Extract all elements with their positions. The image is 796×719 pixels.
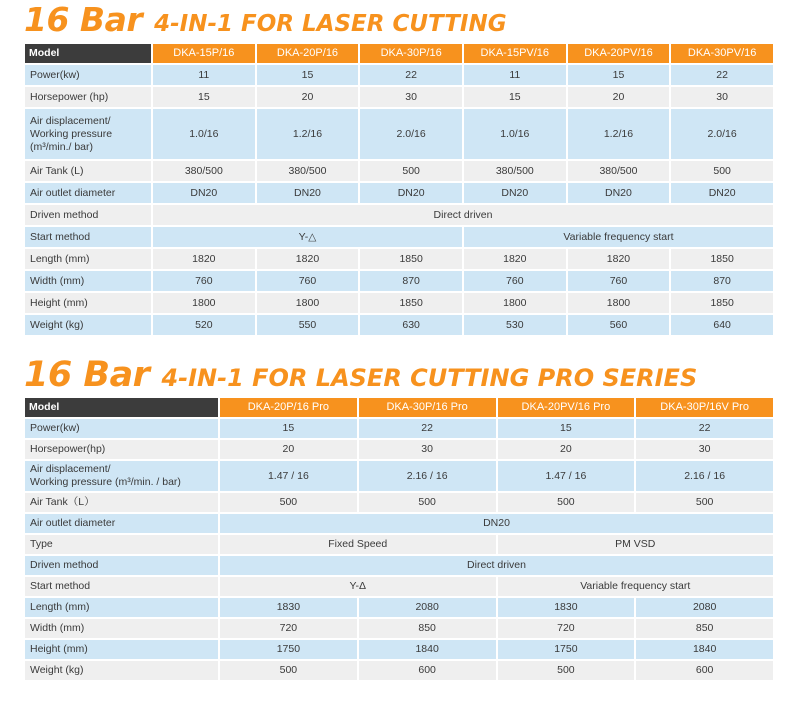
model-name-header: DKA-15P/16 bbox=[153, 44, 255, 63]
spec-value: 1.47 / 16 bbox=[220, 461, 357, 491]
spec-value: 500 bbox=[671, 161, 773, 181]
spec-row bbox=[25, 227, 773, 247]
spec-value: 15 bbox=[153, 87, 255, 107]
spec-value: 15 bbox=[257, 65, 359, 85]
spec-label: Start method bbox=[25, 227, 151, 247]
spec-value-merged: Direct driven bbox=[153, 205, 773, 225]
spec-value: 1750 bbox=[498, 640, 635, 659]
spec-label: Driven method bbox=[25, 205, 151, 225]
spec-value: 2.16 / 16 bbox=[636, 461, 773, 491]
spec-value: 11 bbox=[464, 65, 566, 85]
spec-row bbox=[25, 619, 773, 638]
spec-label: Width (mm) bbox=[25, 271, 151, 291]
table1-heading-pressure: 16 Bar bbox=[24, 0, 143, 39]
spec-value: 1800 bbox=[257, 293, 359, 313]
spec-table-pro-series bbox=[23, 396, 775, 682]
spec-value: 22 bbox=[636, 419, 773, 438]
spec-value-merged: Direct driven bbox=[220, 556, 773, 575]
spec-value: 500 bbox=[220, 493, 357, 512]
spec-value: 11 bbox=[153, 65, 255, 85]
spec-row bbox=[25, 183, 773, 203]
spec-value: 870 bbox=[360, 271, 462, 291]
spec-value: DN20 bbox=[360, 183, 462, 203]
spec-value: 380/500 bbox=[568, 161, 670, 181]
spec-label: Horsepower(hp) bbox=[25, 440, 218, 459]
spec-value: 15 bbox=[568, 65, 670, 85]
spec-value: 630 bbox=[360, 315, 462, 335]
spec-value: 1.47 / 16 bbox=[498, 461, 635, 491]
spec-value: 22 bbox=[360, 65, 462, 85]
spec-value: 380/500 bbox=[464, 161, 566, 181]
spec-value: 1.2/16 bbox=[568, 109, 670, 159]
spec-row bbox=[25, 577, 773, 596]
spec-value: 720 bbox=[220, 619, 357, 638]
spec-label: Power(kw) bbox=[25, 65, 151, 85]
spec-row bbox=[25, 556, 773, 575]
spec-row bbox=[25, 87, 773, 107]
spec-label: Horsepower (hp) bbox=[25, 87, 151, 107]
spec-value: 520 bbox=[153, 315, 255, 335]
spec-label: Length (mm) bbox=[25, 598, 218, 617]
spec-label: Height (mm) bbox=[25, 640, 218, 659]
spec-value: 760 bbox=[257, 271, 359, 291]
spec-value: 1850 bbox=[360, 293, 462, 313]
spec-row bbox=[25, 535, 773, 554]
model-name-header: DKA-30P/16 Pro bbox=[359, 398, 496, 417]
spec-value: 15 bbox=[464, 87, 566, 107]
spec-row bbox=[25, 65, 773, 85]
spec-value: 1820 bbox=[464, 249, 566, 269]
spec-label bbox=[25, 109, 151, 159]
spec-label: Start method bbox=[25, 577, 218, 596]
spec-row bbox=[25, 109, 773, 159]
spec-value-merged-left: Y-Δ bbox=[220, 577, 496, 596]
spec-value: 500 bbox=[359, 493, 496, 512]
spec-value: 2080 bbox=[359, 598, 496, 617]
spec-value: 1850 bbox=[671, 293, 773, 313]
spec-value: 20 bbox=[498, 440, 635, 459]
spec-value: 20 bbox=[257, 87, 359, 107]
spec-value-merged: DN20 bbox=[220, 514, 773, 533]
spec-value: 1830 bbox=[220, 598, 357, 617]
spec-value-merged-right: Variable frequency start bbox=[498, 577, 774, 596]
spec-value: 1820 bbox=[153, 249, 255, 269]
spec-row bbox=[25, 293, 773, 313]
spec-row bbox=[25, 640, 773, 659]
spec-value: 20 bbox=[220, 440, 357, 459]
header-row bbox=[25, 44, 773, 63]
table1-heading bbox=[24, 0, 507, 39]
spec-value: 500 bbox=[498, 661, 635, 680]
spec-value: DN20 bbox=[464, 183, 566, 203]
spec-value: 30 bbox=[359, 440, 496, 459]
spec-value: 500 bbox=[220, 661, 357, 680]
spec-value: DN20 bbox=[671, 183, 773, 203]
spec-value: DN20 bbox=[153, 183, 255, 203]
spec-value: 530 bbox=[464, 315, 566, 335]
spec-label: Weight (kg) bbox=[25, 661, 218, 680]
spec-value: 22 bbox=[671, 65, 773, 85]
spec-value-merged-left: Y-△ bbox=[153, 227, 462, 247]
spec-value: 850 bbox=[359, 619, 496, 638]
model-name-header: DKA-15PV/16 bbox=[464, 44, 566, 63]
spec-value: 500 bbox=[498, 493, 635, 512]
spec-value: DN20 bbox=[568, 183, 670, 203]
spec-label-line: Air displacement/ bbox=[30, 114, 111, 127]
spec-label: Air Tank (L) bbox=[25, 161, 151, 181]
spec-value-merged-right: PM VSD bbox=[498, 535, 774, 554]
spec-value: 1850 bbox=[360, 249, 462, 269]
model-header: Model bbox=[25, 398, 218, 417]
spec-label-line: Working pressure (m³/min. / bar) bbox=[30, 476, 181, 488]
spec-value: 380/500 bbox=[257, 161, 359, 181]
spec-value: 1800 bbox=[568, 293, 670, 313]
spec-label: Length (mm) bbox=[25, 249, 151, 269]
spec-value: 30 bbox=[360, 87, 462, 107]
spec-value: 15 bbox=[498, 419, 635, 438]
model-name-header: DKA-20PV/16 Pro bbox=[498, 398, 635, 417]
spec-label: Width (mm) bbox=[25, 619, 218, 638]
spec-value: 2.0/16 bbox=[671, 109, 773, 159]
spec-label: Driven method bbox=[25, 556, 218, 575]
spec-value: 22 bbox=[359, 419, 496, 438]
spec-row bbox=[25, 315, 773, 335]
spec-value: 1840 bbox=[359, 640, 496, 659]
spec-value: 720 bbox=[498, 619, 635, 638]
spec-value: 600 bbox=[359, 661, 496, 680]
spec-value: 560 bbox=[568, 315, 670, 335]
spec-value: 850 bbox=[636, 619, 773, 638]
spec-label-line: (m³/min./ bar) bbox=[30, 140, 93, 153]
spec-row bbox=[25, 461, 773, 491]
spec-table-standard bbox=[23, 42, 775, 337]
spec-row bbox=[25, 440, 773, 459]
spec-value: 380/500 bbox=[153, 161, 255, 181]
spec-value: 1.0/16 bbox=[153, 109, 255, 159]
model-name-header: DKA-20PV/16 bbox=[568, 44, 670, 63]
table2-heading-pressure: 16 Bar bbox=[24, 355, 150, 395]
spec-label-line: Air displacement/ bbox=[30, 463, 111, 475]
spec-value: 600 bbox=[636, 661, 773, 680]
spec-value: 1.2/16 bbox=[257, 109, 359, 159]
header-row bbox=[25, 398, 773, 417]
model-name-header: DKA-20P/16 Pro bbox=[220, 398, 357, 417]
spec-value: 1830 bbox=[498, 598, 635, 617]
spec-value: 1800 bbox=[464, 293, 566, 313]
model-name-header: DKA-30P/16 bbox=[360, 44, 462, 63]
spec-label bbox=[25, 461, 218, 491]
model-header: Model bbox=[25, 44, 151, 63]
spec-row bbox=[25, 598, 773, 617]
spec-label: Weight (kg) bbox=[25, 315, 151, 335]
spec-row bbox=[25, 161, 773, 181]
table2-heading bbox=[24, 355, 697, 395]
spec-label: Air Tank（L） bbox=[25, 493, 218, 512]
spec-value: 760 bbox=[153, 271, 255, 291]
table1-heading-title: 4-IN-1 FOR LASER CUTTING bbox=[154, 11, 507, 37]
spec-label: Air outlet diameter bbox=[25, 514, 218, 533]
spec-row bbox=[25, 271, 773, 291]
spec-value: 500 bbox=[360, 161, 462, 181]
spec-value: 640 bbox=[671, 315, 773, 335]
spec-value-merged-right: Variable frequency start bbox=[464, 227, 773, 247]
spec-value: 870 bbox=[671, 271, 773, 291]
spec-value: 1850 bbox=[671, 249, 773, 269]
spec-value: 2.16 / 16 bbox=[359, 461, 496, 491]
model-name-header: DKA-30PV/16 bbox=[671, 44, 773, 63]
spec-row bbox=[25, 514, 773, 533]
spec-value: 2080 bbox=[636, 598, 773, 617]
spec-value: 20 bbox=[568, 87, 670, 107]
spec-value: 1750 bbox=[220, 640, 357, 659]
spec-value: 1820 bbox=[257, 249, 359, 269]
spec-label: Height (mm) bbox=[25, 293, 151, 313]
spec-value: 500 bbox=[636, 493, 773, 512]
spec-row bbox=[25, 249, 773, 269]
spec-value: 760 bbox=[568, 271, 670, 291]
spec-label: Type bbox=[25, 535, 218, 554]
spec-value: 1840 bbox=[636, 640, 773, 659]
spec-row bbox=[25, 419, 773, 438]
table2-heading-title: 4-IN-1 FOR LASER CUTTING PRO SERIES bbox=[161, 364, 698, 392]
spec-label-line: Working pressure bbox=[30, 127, 113, 140]
model-name-header: DKA-30P/16V Pro bbox=[636, 398, 773, 417]
spec-row bbox=[25, 493, 773, 512]
model-name-header: DKA-20P/16 bbox=[257, 44, 359, 63]
spec-value: 30 bbox=[671, 87, 773, 107]
spec-label: Power(kw) bbox=[25, 419, 218, 438]
spec-value: 15 bbox=[220, 419, 357, 438]
spec-value: 760 bbox=[464, 271, 566, 291]
spec-value: 550 bbox=[257, 315, 359, 335]
spec-value: 30 bbox=[636, 440, 773, 459]
spec-value: DN20 bbox=[257, 183, 359, 203]
spec-row bbox=[25, 661, 773, 680]
spec-value: 1800 bbox=[153, 293, 255, 313]
spec-value-merged-left: Fixed Speed bbox=[220, 535, 496, 554]
spec-row bbox=[25, 205, 773, 225]
spec-value: 1820 bbox=[568, 249, 670, 269]
spec-value: 1.0/16 bbox=[464, 109, 566, 159]
spec-label: Air outlet diameter bbox=[25, 183, 151, 203]
spec-value: 2.0/16 bbox=[360, 109, 462, 159]
